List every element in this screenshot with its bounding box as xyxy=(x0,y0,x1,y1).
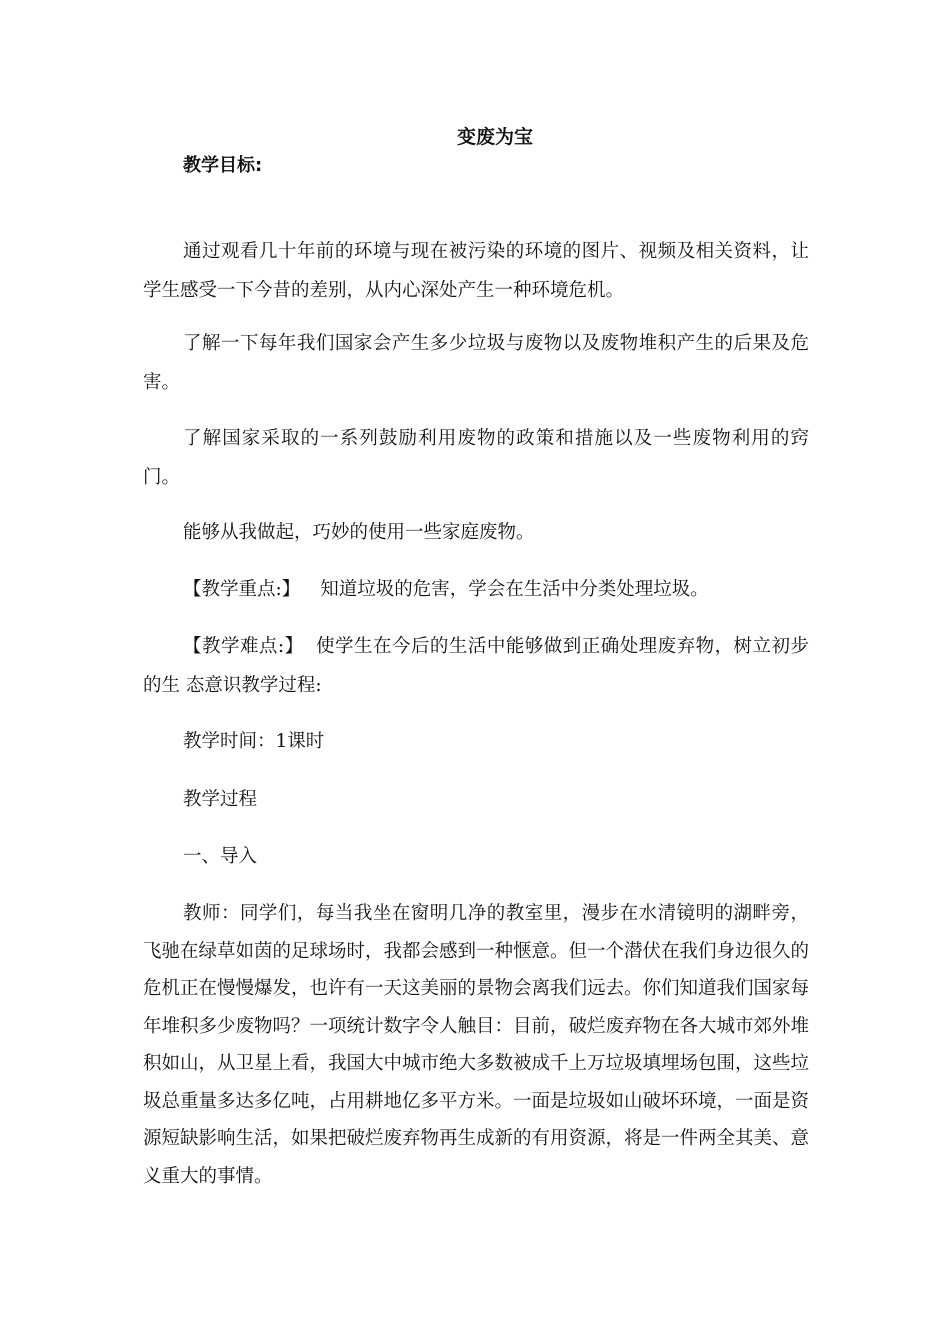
difficulties-paragraph xyxy=(143,628,809,705)
objectives-heading: 教学目标: xyxy=(183,155,263,176)
objective-paragraph-3: 了解国家采取的一系列鼓励利用废物的政策和措施以及一些废物利用的窍门。 xyxy=(143,428,809,488)
key-points-text: 知道垃圾的危害，学会在生活中分类处理垃圾。 xyxy=(320,579,709,600)
objective-paragraph-2: 了解一下每年我们国家会产生多少垃圾与废物以及废物堆积产生的后果及危害。 xyxy=(143,333,809,393)
difficulties-label: 【教学难点:】 xyxy=(183,636,304,657)
document-title: 变废为宝 xyxy=(456,126,533,148)
key-points-label: 【教学重点:】 xyxy=(183,579,301,600)
difficulties-text: 使学生在今后的生活中能够做到正确处理废弃物，树立初步的生 态意识教学过程: xyxy=(143,636,809,696)
section-1-paragraph: 教师：同学们，每当我坐在窗明几净的教室里，漫步在水清镜明的湖畔旁，飞驰在绿草如茵的足球场时，我都会感到一种惬意。但一个潜伏在我们身边很久的危机正在慢慢爆发，也许有一天这美丽的景物会离我们远去。你们知道我们国家每年堆积多少废物吗？一项统计数字令人触目：目前，破烂废弃物在各大城市郊外堆积如山，从卫星上看，我国大中城市绝大多数被成千上万垃圾填埋场包围，这些垃圾总重量多达多亿吨，占用耕地亿多平方米。一面是垃圾如山破坏环境，一面是资源短缺影响生活，如果把破烂废弃物再生成新的有用资源，将是一件两全其美、意义重大的事情。 xyxy=(143,903,810,1187)
objective-paragraph-4: 能够从我做起，巧妙的使用一些家庭废物。 xyxy=(183,522,535,543)
key-points-paragraph xyxy=(143,571,809,610)
teaching-time: 教学时间：1课时 xyxy=(183,731,325,752)
objective-paragraph-1: 通过观看几十年前的环境与现在被污染的环境的图片、视频及相关资料，让学生感受一下今昔的差别，从内心深处产生一种环境危机。 xyxy=(143,241,809,301)
section-1-heading: 一、导入 xyxy=(183,846,258,867)
process-heading: 教学过程 xyxy=(183,789,258,810)
